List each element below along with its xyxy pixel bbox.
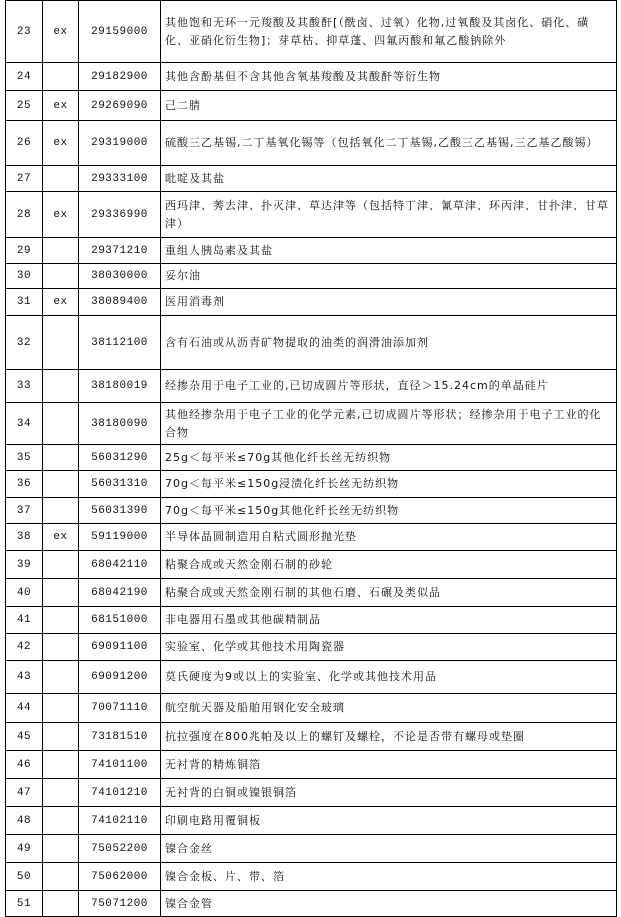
row-number-cell xyxy=(6,289,43,315)
tariff-code-text: 59119000 xyxy=(91,531,148,543)
ex-marker-cell xyxy=(43,807,79,834)
description-cell xyxy=(161,63,616,90)
table-row xyxy=(6,634,616,661)
description-cell xyxy=(161,121,616,165)
description-text: 粘聚合成或天然金刚石制的其他石磨、石碾及类似品 xyxy=(165,585,441,599)
ex-marker-cell xyxy=(43,863,79,890)
row-number-cell xyxy=(6,370,43,402)
description-cell xyxy=(161,779,616,806)
ex-marker-cell xyxy=(43,370,79,402)
tariff-code-cell xyxy=(79,579,161,606)
description-cell xyxy=(161,634,616,660)
table-row xyxy=(6,723,616,751)
description-cell xyxy=(161,694,616,722)
ex-marker-cell xyxy=(43,694,79,722)
tariff-code-cell xyxy=(79,694,161,722)
tariff-code-text: 68151000 xyxy=(91,614,148,626)
tariff-code-cell xyxy=(79,779,161,806)
description-cell xyxy=(161,807,616,834)
description-cell xyxy=(161,238,616,263)
row-number-text: 29 xyxy=(16,244,32,257)
row-number-cell xyxy=(6,694,43,722)
ex-marker-cell xyxy=(43,579,79,606)
table-row xyxy=(6,579,616,607)
tariff-code-text: 29336990 xyxy=(91,208,148,221)
description-cell xyxy=(161,289,616,315)
ex-marker-cell xyxy=(43,238,79,263)
table-row xyxy=(6,863,616,891)
description-text: 抗拉强度在800兆帕及以上的螺钉及螺栓，不论是否带有螺母或垫圈 xyxy=(165,729,525,743)
row-number-cell xyxy=(6,445,43,470)
tariff-code-cell xyxy=(79,192,161,237)
row-number-text: 32 xyxy=(16,336,32,349)
tariff-code-cell xyxy=(79,471,161,497)
row-number-cell xyxy=(6,751,43,778)
ex-marker-cell xyxy=(43,403,79,444)
ex-marker-cell xyxy=(43,1,79,62)
tariff-code-text: 69091100 xyxy=(91,641,148,653)
row-number-cell xyxy=(6,863,43,890)
description-text: 其他含酚基但不含其他含氧基羧酸及其酸酐等衍生物 xyxy=(165,69,441,83)
row-number-text: 37 xyxy=(16,504,32,517)
description-text: 实验室、化学或其他技术用陶瓷器 xyxy=(165,640,345,653)
row-number-text: 50 xyxy=(16,870,32,883)
description-text: 无衬背的精炼铜箔 xyxy=(165,757,261,771)
description-text: 航空航天器及船舶用钢化安全玻璃 xyxy=(165,701,345,714)
row-number-cell xyxy=(6,551,43,578)
ex-marker-text: ex xyxy=(53,99,68,112)
tariff-code-cell xyxy=(79,264,161,288)
description-cell xyxy=(161,579,616,606)
tariff-code-text: 29159000 xyxy=(91,25,148,38)
table-row xyxy=(6,403,616,445)
row-number-cell xyxy=(6,524,43,550)
tariff-code-cell xyxy=(79,891,161,916)
row-number-text: 45 xyxy=(16,730,32,743)
row-number-text: 34 xyxy=(16,417,32,430)
description-cell xyxy=(161,1,616,62)
tariff-code-text: 75052200 xyxy=(91,842,148,855)
row-number-text: 36 xyxy=(16,478,32,490)
ex-marker-text: ex xyxy=(53,296,68,308)
ex-marker-cell xyxy=(43,91,79,120)
description-text: 非电器用石墨或其他碳精制品 xyxy=(165,613,321,626)
description-text: 70g＜每平米≤150g浸渍化纤长丝无纺织物 xyxy=(165,477,400,490)
tariff-code-cell xyxy=(79,316,161,369)
description-cell xyxy=(161,723,616,750)
ex-marker-cell xyxy=(43,751,79,778)
table-row xyxy=(6,524,616,551)
row-number-cell xyxy=(6,192,43,237)
table-row xyxy=(6,121,616,166)
row-number-text: 41 xyxy=(16,614,32,626)
description-cell xyxy=(161,445,616,470)
row-number-cell xyxy=(6,634,43,660)
tariff-code-text: 38180019 xyxy=(91,380,148,392)
row-number-cell xyxy=(6,264,43,288)
description-cell xyxy=(161,891,616,916)
row-number-cell xyxy=(6,63,43,90)
ex-marker-text: ex xyxy=(53,137,68,149)
description-text: 妥尔油 xyxy=(165,269,201,282)
row-number-text: 27 xyxy=(16,172,32,185)
tariff-code-text: 56031390 xyxy=(91,504,148,517)
description-text: 镍合金板、片、带、箔 xyxy=(165,869,285,883)
description-text: 半导体晶圆制造用自粘式圆形抛光垫 xyxy=(165,530,357,543)
tariff-code-cell xyxy=(79,121,161,165)
table-row xyxy=(6,91,616,121)
row-number-text: 40 xyxy=(16,586,32,599)
table-row xyxy=(6,445,616,471)
tariff-code-text: 56031310 xyxy=(91,478,148,490)
row-number-cell xyxy=(6,579,43,606)
ex-marker-cell xyxy=(43,289,79,315)
description-cell xyxy=(161,370,616,402)
table-row xyxy=(6,807,616,835)
tariff-code-text: 74101100 xyxy=(91,758,148,771)
description-cell xyxy=(161,863,616,890)
tariff-code-cell xyxy=(79,445,161,470)
table-row xyxy=(6,471,616,498)
tariff-table xyxy=(5,0,617,917)
tariff-code-cell xyxy=(79,863,161,890)
description-cell xyxy=(161,91,616,120)
description-text: 镍合金丝 xyxy=(165,841,213,855)
description-cell xyxy=(161,551,616,578)
row-number-text: 33 xyxy=(16,380,32,392)
description-cell xyxy=(161,316,616,369)
tariff-code-text: 73181510 xyxy=(91,730,148,743)
ex-marker-cell xyxy=(43,524,79,550)
row-number-text: 35 xyxy=(16,451,32,464)
row-number-cell xyxy=(6,471,43,497)
row-number-cell xyxy=(6,498,43,523)
row-number-text: 39 xyxy=(16,558,32,571)
table-row xyxy=(6,192,616,238)
ex-marker-cell xyxy=(43,634,79,660)
ex-marker-cell xyxy=(43,316,79,369)
ex-marker-cell xyxy=(43,661,79,693)
tariff-code-text: 29269090 xyxy=(91,99,148,112)
table-row xyxy=(6,661,616,694)
tariff-code-text: 74102110 xyxy=(91,814,148,827)
row-number-text: 49 xyxy=(16,842,32,855)
table-row xyxy=(6,694,616,723)
row-number-cell xyxy=(6,121,43,165)
row-number-text: 47 xyxy=(16,786,32,799)
tariff-code-cell xyxy=(79,751,161,778)
row-number-cell xyxy=(6,891,43,916)
description-text: 无衬背的白铜或镍银铜箔 xyxy=(165,785,297,799)
table-row xyxy=(6,370,616,403)
description-text: 其他经掺杂用于电子工业的化学元素,已切成圆片等形状；经掺杂用于电子工业的化合物 xyxy=(165,407,602,439)
row-number-cell xyxy=(6,661,43,693)
tariff-code-text: 38089400 xyxy=(91,296,148,308)
tariff-code-text: 29333100 xyxy=(91,172,148,185)
description-text: 含有石油或从沥青矿物提取的油类的润滑油添加剂 xyxy=(165,335,429,349)
tariff-code-text: 69091200 xyxy=(91,671,148,683)
ex-marker-cell xyxy=(43,551,79,578)
tariff-code-text: 75062000 xyxy=(91,870,148,883)
row-number-cell xyxy=(6,166,43,191)
ex-marker-cell xyxy=(43,607,79,633)
table-row xyxy=(6,166,616,192)
ex-marker-cell xyxy=(43,835,79,862)
row-number-cell xyxy=(6,807,43,834)
row-number-text: 48 xyxy=(16,814,32,827)
tariff-code-cell xyxy=(79,403,161,444)
ex-marker-cell xyxy=(43,264,79,288)
description-text: 镍合金管 xyxy=(165,896,213,910)
table-row xyxy=(6,63,616,91)
row-number-text: 24 xyxy=(16,70,32,83)
description-cell xyxy=(161,264,616,288)
ex-marker-cell xyxy=(43,63,79,90)
ex-marker-text: ex xyxy=(53,531,68,543)
row-number-cell xyxy=(6,238,43,263)
tariff-code-text: 56031290 xyxy=(91,451,148,464)
table-row xyxy=(6,498,616,524)
description-text: 25g＜每平米≤70g其他化纤长丝无纺织物 xyxy=(165,450,392,464)
description-text: 70g＜每平米≤150g其他化纤长丝无纺织物 xyxy=(165,503,400,517)
row-number-text: 46 xyxy=(16,758,32,771)
row-number-text: 30 xyxy=(16,270,32,282)
tariff-code-text: 70071110 xyxy=(91,702,148,714)
row-number-text: 51 xyxy=(16,897,32,910)
description-text: 吡啶及其盐 xyxy=(165,171,225,185)
row-number-cell xyxy=(6,316,43,369)
tariff-code-text: 38180090 xyxy=(91,417,148,430)
ex-marker-cell xyxy=(43,498,79,523)
row-number-text: 23 xyxy=(16,25,32,38)
row-number-text: 43 xyxy=(16,671,32,683)
row-number-text: 31 xyxy=(16,296,32,308)
description-cell xyxy=(161,835,616,862)
tariff-code-cell xyxy=(79,524,161,550)
tariff-code-text: 29182900 xyxy=(91,70,148,83)
tariff-code-text: 38112100 xyxy=(91,336,148,349)
row-number-cell xyxy=(6,723,43,750)
ex-marker-cell xyxy=(43,891,79,916)
row-number-text: 28 xyxy=(16,208,32,221)
row-number-cell xyxy=(6,835,43,862)
row-number-text: 26 xyxy=(16,137,32,149)
tariff-code-cell xyxy=(79,835,161,862)
description-cell xyxy=(161,403,616,444)
table-row xyxy=(6,835,616,863)
table-row xyxy=(6,551,616,579)
description-cell xyxy=(161,166,616,191)
table-row xyxy=(6,751,616,779)
ex-marker-cell xyxy=(43,723,79,750)
ex-marker-cell xyxy=(43,166,79,191)
description-text: 其他饱和无环一元羧酸及其酸酐[（酰卤、过氧）化物,过氧酸及其卤化、硝化、磺化、亚硝化衍生物]；芽草枯、抑草蓬、四氟丙酸和氟乙酸钠除外 xyxy=(165,15,590,47)
description-text: 医用消毒剂 xyxy=(165,295,225,308)
tariff-code-text: 29371210 xyxy=(91,244,148,257)
tariff-code-text: 29319000 xyxy=(91,137,148,149)
tariff-code-cell xyxy=(79,289,161,315)
table-row xyxy=(6,264,616,289)
tariff-code-cell xyxy=(79,1,161,62)
ex-marker-cell xyxy=(43,471,79,497)
ex-marker-cell xyxy=(43,192,79,237)
tariff-code-cell xyxy=(79,551,161,578)
row-number-text: 42 xyxy=(16,641,32,653)
tariff-code-cell xyxy=(79,607,161,633)
description-text: 己二腈 xyxy=(165,98,201,112)
tariff-code-cell xyxy=(79,634,161,660)
ex-marker-cell xyxy=(43,121,79,165)
ex-marker-text: ex xyxy=(53,208,68,221)
table-row xyxy=(6,1,616,63)
description-text: 粘聚合成或天然金刚石制的砂轮 xyxy=(165,557,333,571)
tariff-code-cell xyxy=(79,91,161,120)
row-number-text: 44 xyxy=(16,702,32,714)
row-number-cell xyxy=(6,779,43,806)
description-cell xyxy=(161,661,616,693)
description-text: 经掺杂用于电子工业的,已切成圆片等形状，直径＞15.24cm的单晶硅片 xyxy=(165,379,549,392)
row-number-cell xyxy=(6,403,43,444)
description-text: 西玛津、莠去津、扑灭津、草达津等（包括特丁津、氰草津、环丙津、甘扑津、甘草津） xyxy=(165,198,609,230)
description-text: 硫酸三乙基锡,二丁基氧化锡等（包括氧化二丁基锡,乙酸三乙基锡,三乙基乙酸锡） xyxy=(165,136,599,149)
tariff-code-text: 38030000 xyxy=(91,270,148,282)
tariff-code-text: 74101210 xyxy=(91,786,148,799)
description-text: 印刷电路用覆铜板 xyxy=(165,813,261,827)
tariff-code-cell xyxy=(79,661,161,693)
table-row xyxy=(6,891,616,917)
table-row xyxy=(6,779,616,807)
description-text: 莫氏硬度为9或以上的实验室、化学或其他技术用品 xyxy=(165,670,437,683)
table-row xyxy=(6,238,616,264)
tariff-code-cell xyxy=(79,370,161,402)
table-row xyxy=(6,607,616,634)
description-cell xyxy=(161,524,616,550)
tariff-code-cell xyxy=(79,807,161,834)
table-row xyxy=(6,316,616,370)
tariff-code-text: 75071200 xyxy=(91,897,148,910)
row-number-cell xyxy=(6,91,43,120)
tariff-code-text: 68042190 xyxy=(91,586,148,599)
ex-marker-cell xyxy=(43,779,79,806)
description-cell xyxy=(161,607,616,633)
ex-marker-text: ex xyxy=(53,25,68,38)
tariff-code-text: 68042110 xyxy=(91,558,148,571)
tariff-code-cell xyxy=(79,498,161,523)
tariff-code-cell xyxy=(79,166,161,191)
tariff-code-cell xyxy=(79,723,161,750)
description-cell xyxy=(161,498,616,523)
description-cell xyxy=(161,471,616,497)
description-cell xyxy=(161,751,616,778)
description-cell xyxy=(161,192,616,237)
row-number-text: 25 xyxy=(16,99,32,112)
tariff-code-cell xyxy=(79,63,161,90)
description-text: 重组人胰岛素及其盐 xyxy=(165,243,273,257)
row-number-cell xyxy=(6,607,43,633)
row-number-text: 38 xyxy=(16,531,32,543)
tariff-code-cell xyxy=(79,238,161,263)
ex-marker-cell xyxy=(43,445,79,470)
table-row xyxy=(6,289,616,316)
row-number-cell xyxy=(6,1,43,62)
